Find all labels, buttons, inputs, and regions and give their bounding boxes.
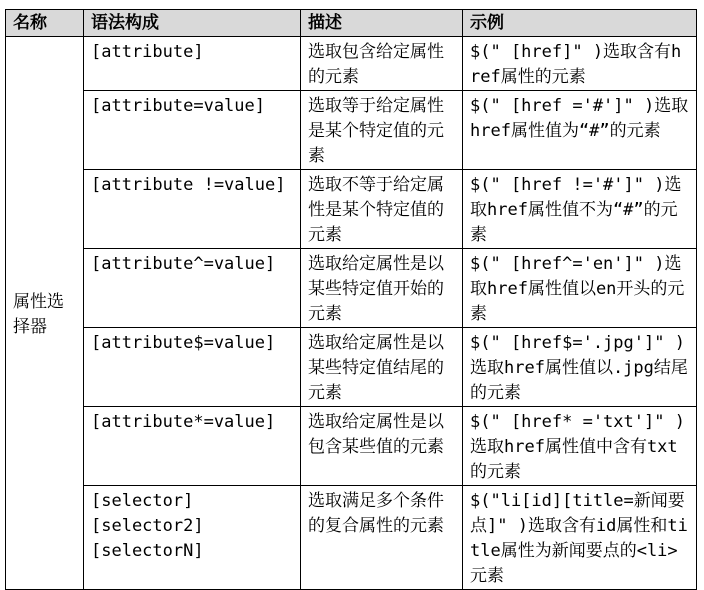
- syntax-text: [attribute^=value]: [91, 254, 276, 274]
- category-label: 属性选择器: [13, 291, 64, 337]
- example-cell: $(" [href^='en']" )选取href属性值以en开头的元素: [463, 249, 697, 328]
- table-row: [6, 407, 697, 486]
- description-cell: 选取满足多个条件的复合属性的元素: [301, 486, 463, 590]
- header-description: 描述: [301, 10, 463, 37]
- description-cell: 选取包含给定属性的元素: [301, 37, 463, 91]
- example-cell: $(" [href]" )选取含有href属性的元素: [463, 37, 697, 91]
- table-row: [6, 249, 697, 328]
- selector-table: [5, 9, 697, 590]
- header-example: 示例: [463, 10, 697, 37]
- syntax-text: [attribute=value]: [91, 96, 265, 116]
- table-row: [6, 37, 697, 91]
- syntax-cell: [84, 249, 301, 328]
- example-cell: $(" [href$='.jpg']" )选取href属性值以.jpg结尾的元素: [463, 328, 697, 407]
- syntax-cell: [84, 170, 301, 249]
- syntax-text: [attribute*=value]: [91, 412, 276, 432]
- example-cell: $(" [href !='#']" )选取href属性值不为“#”的元素: [463, 170, 697, 249]
- description-cell: 选取不等于给定属性是某个特定值的元素: [301, 170, 463, 249]
- table-header-row: [6, 10, 697, 37]
- header-name: 名称: [6, 10, 84, 37]
- syntax-text: [attribute$=value]: [91, 333, 276, 353]
- table-row: [6, 170, 697, 249]
- syntax-cell: [84, 407, 301, 486]
- description-cell: 选取给定属性是以包含某些值的元素: [301, 407, 463, 486]
- syntax-text: [selector2]: [91, 516, 204, 536]
- syntax-cell: [84, 328, 301, 407]
- table-row: [6, 328, 697, 407]
- header-syntax: 语法构成: [84, 10, 301, 37]
- description-cell: 选取给定属性是以某些特定值开始的元素: [301, 249, 463, 328]
- example-cell: $("li[id][title=新闻要点]" )选取含有id属性和title属性为新闻要点的<li>元素: [463, 486, 697, 590]
- syntax-cell: [84, 37, 301, 91]
- description-cell: 选取等于给定属性是某个特定值的元素: [301, 91, 463, 170]
- category-cell: [6, 37, 84, 590]
- syntax-text: [attribute !=value]: [91, 175, 286, 195]
- example-cell: $(" [href* ='txt']" )选取href属性值中含有txt的元素: [463, 407, 697, 486]
- example-cell: $(" [href ='#']" )选取href属性值为“#”的元素: [463, 91, 697, 170]
- syntax-cell: [84, 91, 301, 170]
- syntax-text: [attribute]: [91, 42, 204, 62]
- table-row: [6, 486, 697, 590]
- syntax-text: [selector]: [91, 491, 194, 511]
- syntax-text: [selectorN]: [91, 541, 204, 561]
- syntax-cell: [84, 486, 301, 590]
- table-row: [6, 91, 697, 170]
- description-cell: 选取给定属性是以某些特定值结尾的元素: [301, 328, 463, 407]
